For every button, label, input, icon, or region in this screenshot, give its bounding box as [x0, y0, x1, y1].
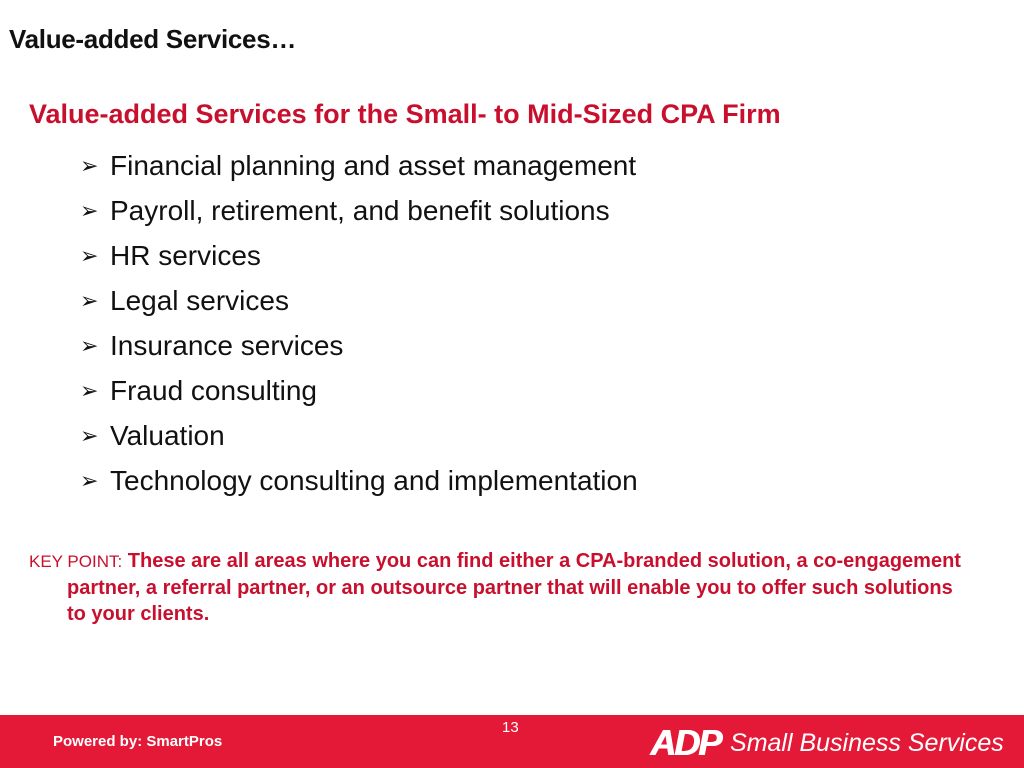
list-item	[80, 278, 638, 323]
arrowhead-icon: ➢	[80, 467, 99, 493]
bullet-text: Fraud consulting	[110, 374, 318, 406]
list-item	[80, 143, 638, 188]
list-item	[80, 188, 638, 233]
brand-text: Small Business Services	[730, 728, 1004, 757]
brand-lockup	[650, 721, 1004, 765]
slide-title: Value-added Services…	[9, 24, 297, 54]
key-point	[29, 548, 967, 627]
bullet-text: HR services	[110, 239, 261, 271]
adp-logo: ADP	[650, 722, 721, 763]
footer-bar	[0, 715, 1024, 768]
arrowhead-icon: ➢	[80, 422, 99, 448]
bullet-text: Legal services	[110, 284, 289, 316]
bullet-text: Insurance services	[110, 329, 344, 361]
powered-by-text: Powered by: SmartPros	[53, 733, 223, 750]
arrowhead-icon: ➢	[80, 152, 99, 178]
arrowhead-icon: ➢	[80, 242, 99, 268]
arrowhead-icon: ➢	[80, 287, 99, 313]
key-point-label: KEY POINT:	[29, 552, 123, 571]
list-item	[80, 233, 638, 278]
bullet-text: Payroll, retirement, and benefit solutions	[110, 194, 610, 226]
arrowhead-icon: ➢	[80, 377, 99, 403]
slide-subtitle: Value-added Services for the Small- to Mid-Sized CPA Firm	[29, 99, 781, 129]
page-number: 13	[502, 719, 519, 736]
bullet-text: Financial planning and asset management	[110, 149, 637, 181]
list-item	[80, 413, 638, 458]
key-point-text: These are all areas where you can find either a CPA-branded solution, a co-engagement partner, a referral partner, or an outsource partner that will enable you to offer such solutions to your clients.	[67, 550, 961, 625]
arrowhead-icon: ➢	[80, 332, 99, 358]
bullet-list	[80, 143, 638, 503]
bullet-text: Technology consulting and implementation	[110, 464, 638, 496]
arrowhead-icon: ➢	[80, 197, 99, 223]
list-item	[80, 458, 638, 503]
list-item	[80, 368, 638, 413]
list-item	[80, 323, 638, 368]
bullet-text: Valuation	[110, 419, 225, 451]
